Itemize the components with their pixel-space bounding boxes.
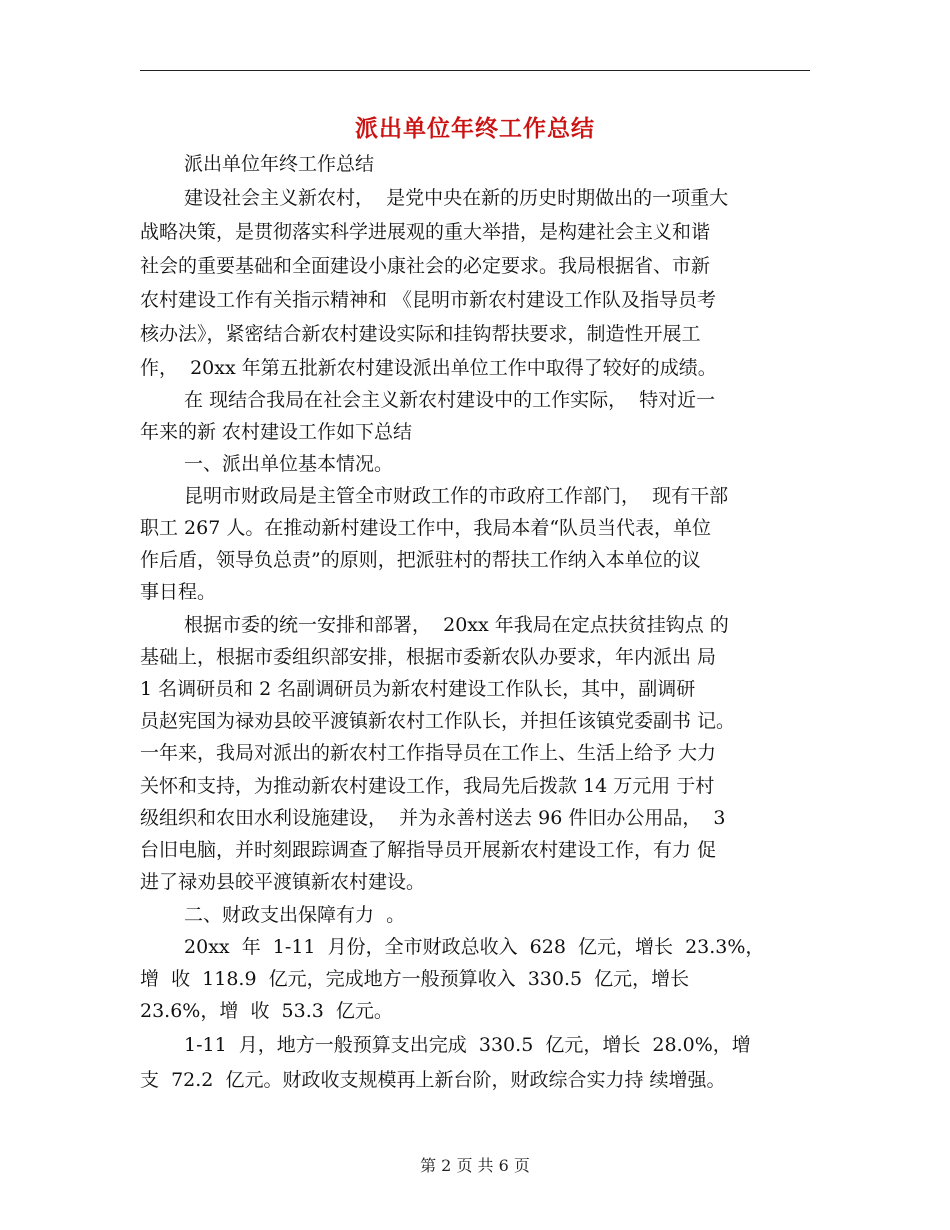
body-line: 增 收 118.9 亿元，完成地方一般预算收入 330.5 亿元，增长: [140, 968, 690, 990]
body-line: 进了禄劝县皎平渡镇新农村建设。: [140, 871, 426, 893]
body-line: 建设社会主义新农村， 是党中央在新的历史时期做出的一项重大: [140, 187, 729, 209]
body-line: 作后盾，领导负总责”的原则，把派驻村的帮扶工作纳入本单位的议: [140, 549, 701, 571]
body-line: 作， 20xx 年第五批新农村建设派出单位工作中取得了较好的成绩。: [140, 357, 717, 379]
body-line: 关怀和支持，为推动新农村建设工作，我局先后拨款 14 万元用 于村: [140, 775, 715, 797]
body-line: 派出单位年终工作总结: [140, 153, 375, 175]
body-line: 根据市委的统一安排和部署， 20xx 年我局在定点扶贫挂钩点 的: [140, 614, 729, 636]
body-line: 1-11 月，地方一般预算支出完成 330.5 亿元，增长 28.0%，增: [140, 1034, 751, 1056]
document-title: 派出单位年终工作总结: [355, 116, 595, 142]
body-line: 年来的新 农村建设工作如下总结: [140, 421, 413, 443]
body-line: 社会的重要基础和全面建设小康社会的必定要求。我局根据省、市新: [140, 255, 711, 277]
body-line: 在 现结合我局在社会主义新农村建设中的工作实际， 特对近一: [140, 389, 716, 411]
body-line: 昆明市财政局是主管全市财政工作的市政府工作部门， 现有干部: [140, 485, 729, 507]
section-heading: 一、派出单位基本情况。: [140, 453, 394, 475]
body-line: 职工 267 人。在推动新村建设工作中，我局本着“队员当代表，单位: [140, 517, 712, 539]
body-line: 23.6%，增 收 53.3 亿元。: [140, 1000, 393, 1022]
body-line: 20xx 年 1-11 月份，全市财政总收入 628 亿元，增长 23.3%，: [140, 936, 765, 958]
body-line: 事日程。: [140, 581, 217, 603]
header-rule: [140, 70, 810, 71]
body-line: 台旧电脑，并时刻跟踪调查了解指导员开展新农村建设工作，有力 促: [140, 839, 717, 861]
body-line: 员赵宪国为禄劝县皎平渡镇新农村工作队长，并担任该镇党委副书 记。: [140, 710, 736, 732]
body-line: 基础上，根据市委组织部安排，根据市委新农队办要求，年内派出 局: [140, 646, 717, 668]
body-line: 支 72.2 亿元。财政收支规模再上新台阶，财政综合实力持 续增强。: [140, 1069, 726, 1091]
body-line: 战略决策，是贯彻落实科学进展观的重大举措，是构建社会主义和谐: [140, 221, 711, 243]
body-line: 一年来，我局对派出的新农村工作指导员在工作上、生活上给予 大力: [140, 742, 717, 764]
page-number: 第 2 页 共 6 页: [420, 1156, 530, 1175]
body-line: 级组织和农田水利设施建设， 并为永善村送去 96 件旧办公用品， 3: [140, 807, 726, 829]
body-line: 1 名调研员和 2 名副调研员为新农村建设工作队长，其中，副调研: [140, 678, 696, 700]
section-heading: 二、财政支出保障有力 。: [140, 904, 406, 926]
body-line: 农村建设工作有关指示精神和 《昆明市新农村建设工作队及指导员考: [140, 289, 717, 311]
body-line: 核办法》，紧密结合新农村建设实际和挂钩帮扶要求，制造性开展工: [140, 323, 701, 345]
